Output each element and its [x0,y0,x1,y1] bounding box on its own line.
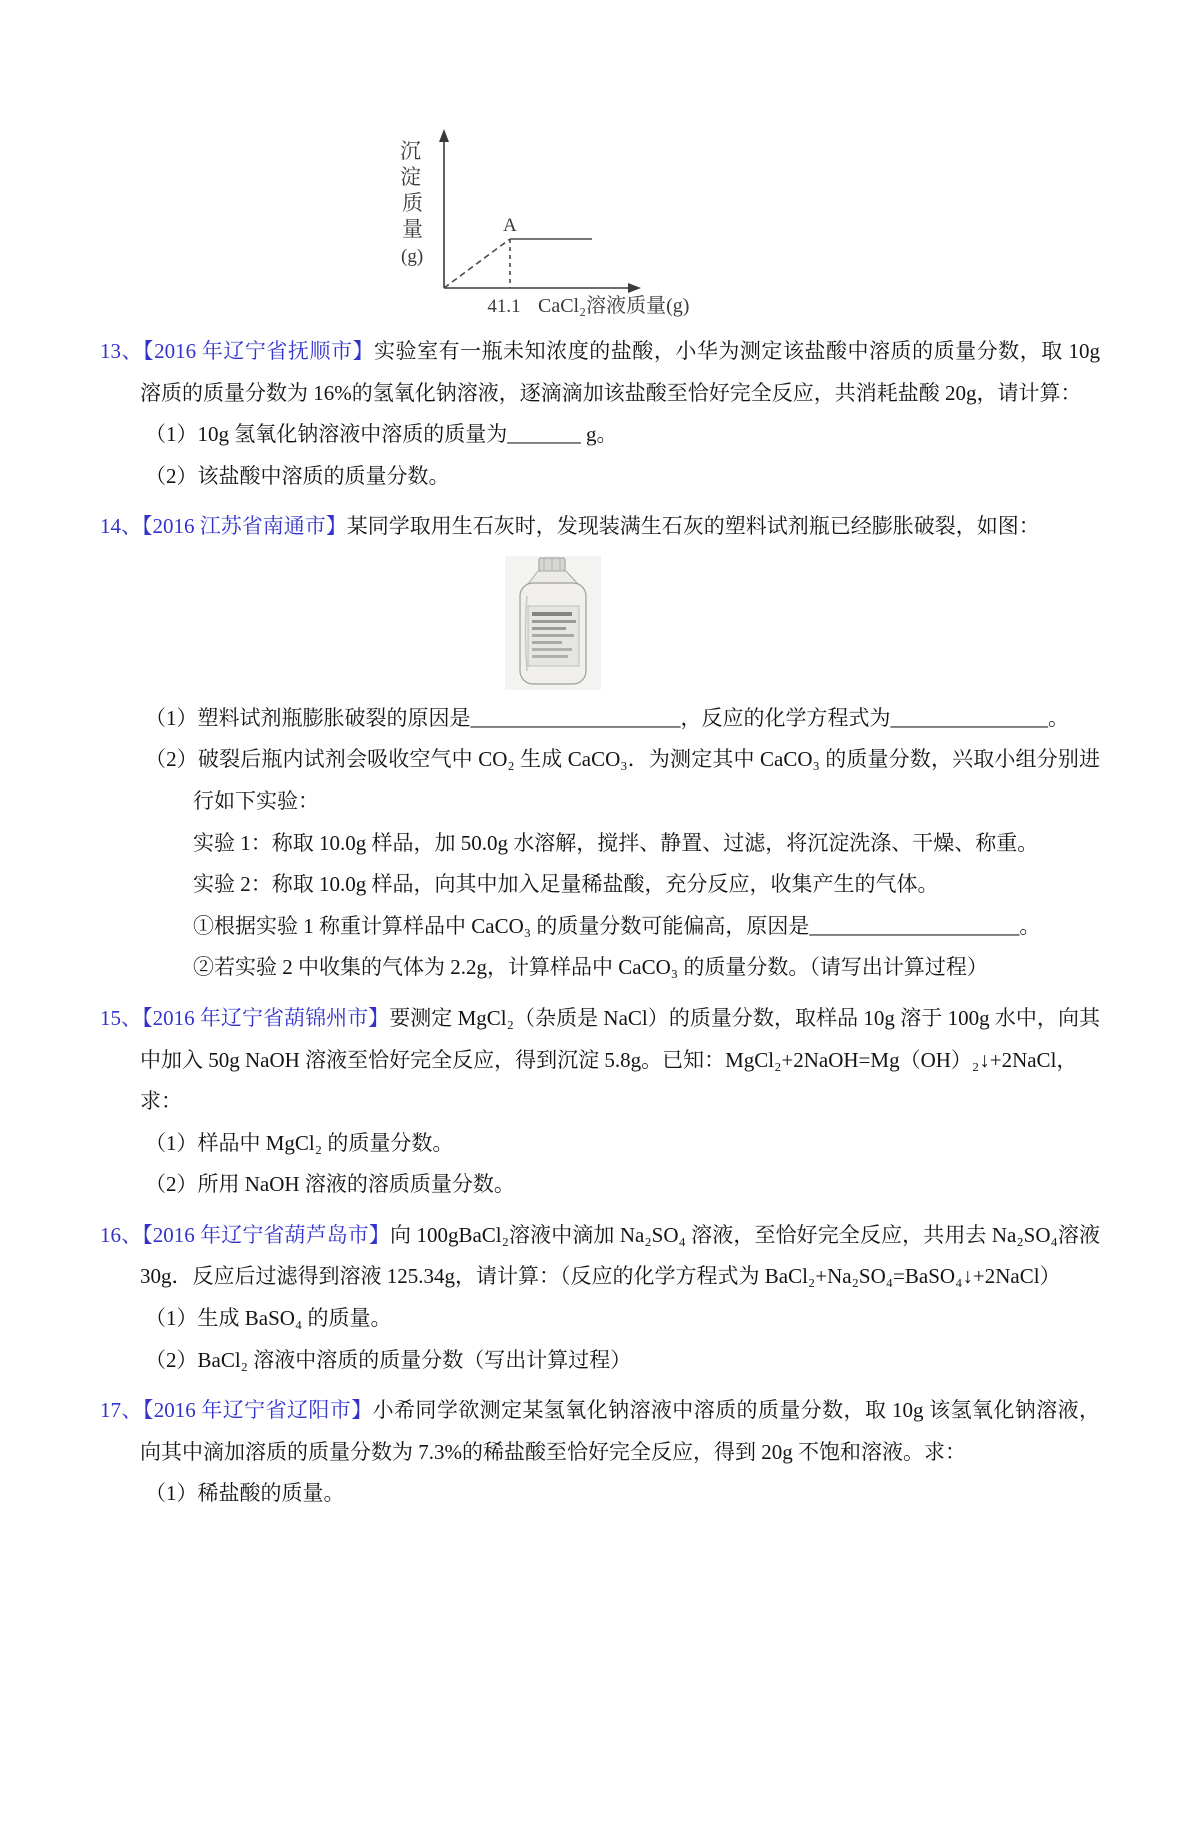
question-source: 【2016 年辽宁省抚顺市】 [143,339,375,363]
question-body: 实验室有一瓶未知浓度的盐酸，小华为测定该盐酸中溶质的质量分数，取 10g 溶质的质量分数为 16%的氢氧化钠溶液，逐滴滴加该盐酸至恰好完全反应，共消耗盐酸 20g，请计算： [140,339,1101,405]
question-source: 【2016 年辽宁省辽阳市】 [142,1398,373,1423]
subpart-2: ②若实验 2 中收集的气体为 2.2g，计算样品中 CaCO₃ 的质量分数。（请写出计算过程） [193,955,988,980]
experiment-1: 实验 1：称取 10.0g 样品，加 50.0g 水溶解，搅拌、静置、过滤，将沉淀洗涤、干燥、称重。 [193,830,1039,855]
x-axis-label: CaCl₂溶液质量(g) [538,295,690,317]
y-label-char: 量 [402,217,423,241]
question-number: 17、 [100,1398,143,1423]
question-source: 【2016 江苏省南通市】 [142,514,347,539]
question-heading [100,1215,1100,1298]
y-axis-arrow [439,129,449,142]
question-13 [100,331,1100,497]
question-source: 【2016 年辽宁省葫锦州市】 [142,1005,390,1030]
question-body: 向 100gBaCl₂溶液中滴加 Na₂SO₄ 溶液，至恰好完全反应，共用去 Na₂SO₄溶液 30g．反应后过滤得到溶液 125.34g，请计算：（反应的化学方程式为 BaCl₂+Na₂SO₄=BaSO₄↓+2NaCl） [140,1222,1101,1289]
question-part-2: （2）该盐酸中溶质的质量分数。 [145,463,450,488]
question-body: 小希同学欲测定某氢氧化钠溶液中溶质的质量分数，取 10g 该氢氧化钠溶液，向其中滴加溶质的质量分数为 7.3%的稀盐酸至恰好完全反应，得到 20g 不饱和溶液。求： [140,1398,1101,1464]
question-source: 【2016 年辽宁省葫芦岛市】 [142,1222,391,1247]
chart-curve [444,239,592,288]
subpart-1: ①根据实验 1 称重计算样品中 CaCO₃ 的质量分数可能偏高，原因是____________________。 [193,913,1041,938]
question-number: 14、 [100,514,142,539]
x-axis-arrow [628,283,641,293]
y-label-char: 沉 [400,139,421,163]
question-part-1: （1）10g 氢氧化钠溶液中溶质的质量为_______ g。 [145,422,618,447]
question-part-1: （1）样品中 MgCl₂ 的质量分数。 [145,1130,454,1155]
question-part-2: （2）所用 NaOH 溶液的溶质质量分数。 [145,1172,515,1197]
question-15 [100,998,1100,1206]
precipitate-mass-chart [386,126,738,322]
question-body: 要测定 MgCl₂（杂质是 NaCl）的质量分数，取样品 10g 溶于 100g 水中，向其中加入 50g NaOH 溶液至恰好完全反应，得到沉淀 5.8g。已知：MgCl₂+2NaOH=Mg（OH）₂↓+2NaCl， [140,1005,1101,1072]
question-tail: 求： [140,1089,182,1114]
question-part-1: （1）生成 BaSO₄ 的质量。 [145,1305,392,1330]
question-heading [100,506,1100,548]
question-part-1: （1）稀盐酸的质量。 [145,1481,345,1506]
question-body: 某同学取用生石灰时，发现装满生石灰的塑料试剂瓶已经膨胀破裂，如图： [346,514,1040,539]
point-a-label: A [503,215,517,236]
y-label-char: (g) [401,246,424,267]
bulged-bottle-photo [505,556,601,690]
question-heading [100,998,1100,1081]
question-17 [100,1390,1100,1515]
y-label-char: 淀 [400,165,421,189]
y-label-char: 质 [402,191,423,215]
question-number: 13、 [100,339,144,363]
question-part-2: （2）破裂后瓶内试剂会吸收空气中 CO₂ 生成 CaCO₃．为测定其中 CaCO₃ 的质量分数，兴取小组分别进行如下实验： [145,747,1100,814]
question-part-1: （1）塑料试剂瓶膨胀破裂的原因是____________________，反应的化学方程式为_______________。 [145,705,1069,730]
question-number: 15、 [100,1005,143,1030]
question-part-2: （2）BaCl₂ 溶液中溶质的质量分数（写出计算过程） [145,1347,632,1372]
question-16 [100,1215,1100,1381]
x-tick-label: 41.1 [487,296,521,317]
document-page [0,126,1200,1515]
question-14 [100,506,1100,989]
question-heading [100,1390,1100,1473]
experiment-2: 实验 2：称取 10.0g 样品，向其中加入足量稀盐酸，充分反应，收集产生的气体。 [193,872,939,897]
chart-y-axis-label [400,139,423,267]
question-number: 16、 [100,1222,143,1247]
question-heading [100,331,1100,414]
